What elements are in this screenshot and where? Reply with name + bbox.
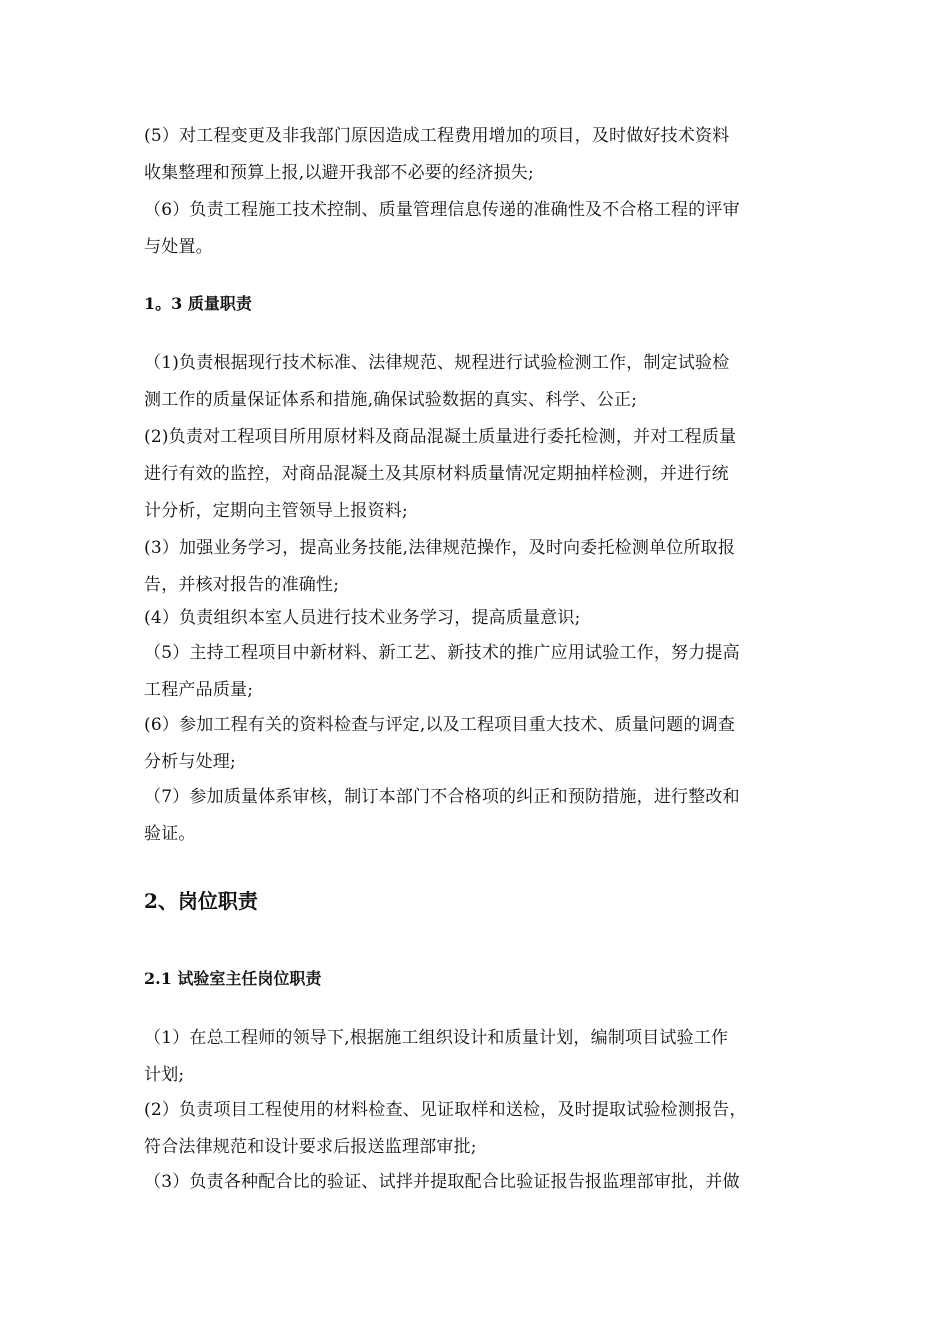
- paragraph-line: (2）负责项目工程使用的材料检查、见证取样和送检，及时提取试验检测报告，: [144, 1100, 747, 1120]
- paragraph-line: （1)负责根据现行技术标准、法律规范、规程进行试验检测工作，制定试验检: [144, 353, 730, 373]
- paragraph-line: 工程产品质量;: [144, 680, 254, 700]
- paragraph-line: 进行有效的监控，对商品混凝土及其原材料质量情况定期抽样检测，并进行统: [144, 464, 729, 484]
- paragraph-line: （5）主持工程项目中新材料、新工艺、新技术的推广应用试验工作，努力提高: [144, 643, 740, 663]
- paragraph-line: (6）参加工程有关的资料检查与评定,以及工程项目重大技术、质量问题的调查: [144, 715, 736, 735]
- paragraph-line: 与处置。: [144, 237, 213, 257]
- paragraph-line: 符合法律规范和设计要求后报送监理部审批;: [144, 1137, 477, 1157]
- section-heading-2-1: 2.1 试验室主任岗位职责: [144, 969, 322, 988]
- paragraph-line: (2)负责对工程项目所用原材料及商品混凝土质量进行委托检测，并对工程质量: [144, 427, 737, 447]
- paragraph-line: 收集整理和预算上报,以避开我部不必要的经济损失;: [144, 163, 534, 183]
- paragraph-line: 测工作的质量保证体系和措施,确保试验数据的真实、科学、公正;: [144, 390, 638, 410]
- paragraph-line: 计分析，定期向主管领导上报资料;: [144, 501, 408, 521]
- section-heading-2: 2、岗位职责: [144, 889, 258, 913]
- paragraph-line: 告，并核对报告的准确性;: [144, 575, 340, 595]
- paragraph-line: （7）参加质量体系审核，制订本部门不合格项的纠正和预防措施，进行整改和: [144, 787, 740, 807]
- paragraph-line: （3）负责各种配合比的验证、试拌并提取配合比验证报告报监理部审批，并做: [144, 1172, 740, 1192]
- paragraph-line: 分析与处理;: [144, 752, 236, 772]
- paragraph-line: (3）加强业务学习，提高业务技能,法律规范操作，及时向委托检测单位所取报: [144, 538, 736, 558]
- paragraph-line: (4）负责组织本室人员进行技术业务学习，提高质量意识;: [144, 608, 581, 628]
- paragraph-line: 计划;: [144, 1065, 185, 1085]
- paragraph-line: （6）负责工程施工技术控制、质量管理信息传递的准确性及不合格工程的评审: [144, 200, 740, 220]
- paragraph-line: 验证。: [144, 824, 196, 844]
- paragraph-line: (5）对工程变更及非我部门原因造成工程费用增加的项目，及时做好技术资料: [144, 126, 730, 146]
- paragraph-line: （1）在总工程师的领导下,根据施工组织设计和质量计划，编制项目试验工作: [144, 1028, 729, 1048]
- section-heading-1-3: 1。3 质量职责: [144, 294, 252, 313]
